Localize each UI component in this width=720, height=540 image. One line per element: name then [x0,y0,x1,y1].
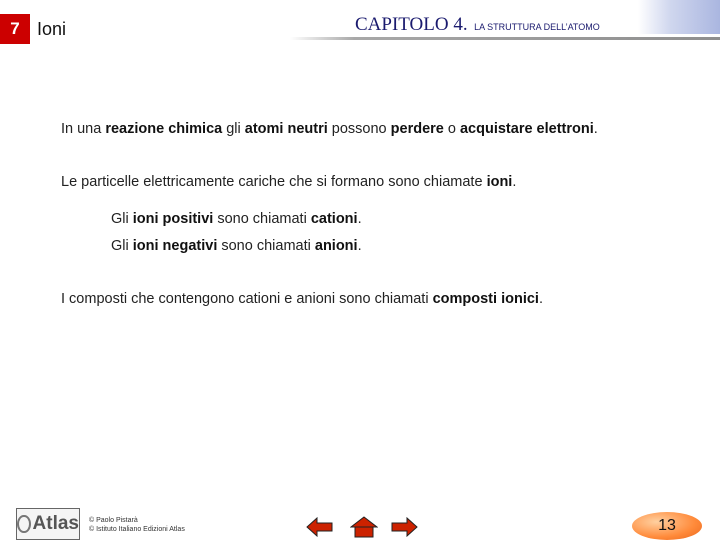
paragraph-ionic-compounds [61,291,543,307]
slide-number-badge: 7 [0,14,30,44]
bold-text: acquistare elettroni [459,121,594,137]
credits [89,516,185,534]
slide-title: Ioni [37,19,67,39]
text: . [357,238,362,254]
bold-text: atomi neutri [244,121,328,137]
text: gli [222,121,245,137]
atlas-logo-icon [17,515,31,533]
header-rule [290,37,720,40]
bold-text: perdere [390,121,444,137]
chapter-heading [355,14,600,36]
paragraph-cations [111,211,362,227]
bold-text: composti ionici [432,291,539,307]
prev-slide-button[interactable] [304,514,336,540]
text: Gli [111,238,133,254]
bold-text: ioni negativi [132,238,218,254]
page-number-badge [632,512,702,540]
arrow-left-icon [306,517,334,537]
corner-gradient [638,0,720,34]
bold-text: cationi [310,211,358,227]
chapter-number: CAPITOLO 4. [355,14,468,35]
atlas-logo [16,508,80,540]
home-icon [350,516,378,538]
text: . [593,121,598,137]
text: possono [327,121,391,137]
text: Le particelle elettricamente cariche che si formano sono chiamate [61,174,487,190]
text: . [538,291,543,307]
page-number: 13 [658,517,676,534]
paragraph-ions [61,174,516,190]
text: Gli [111,211,133,227]
text: sono chiamati [217,238,315,254]
bold-text: ioni positivi [132,211,214,227]
credit-author: © Paolo Pistarà [89,517,138,524]
text: In una [61,121,106,137]
home-button[interactable] [348,514,380,540]
text: sono chiamati [213,211,311,227]
text: . [357,211,362,227]
bold-text: ioni [486,174,513,190]
next-slide-button[interactable] [388,514,420,540]
text: o [443,121,460,137]
chapter-subtitle: LA STRUTTURA DELL’ATOMO [474,22,600,32]
paragraph-anions [111,238,362,254]
paragraph-reaction [61,121,598,137]
bold-text: reazione chimica [105,121,223,137]
text: . [512,174,517,190]
arrow-right-icon [390,517,418,537]
text: I composti che contengono cationi e anioni sono chiamati [61,291,433,307]
atlas-logo-text: Atlas [32,513,79,534]
credit-publisher: © Istituto Italiano Edizioni Atlas [89,526,185,533]
bold-text: anioni [314,238,358,254]
